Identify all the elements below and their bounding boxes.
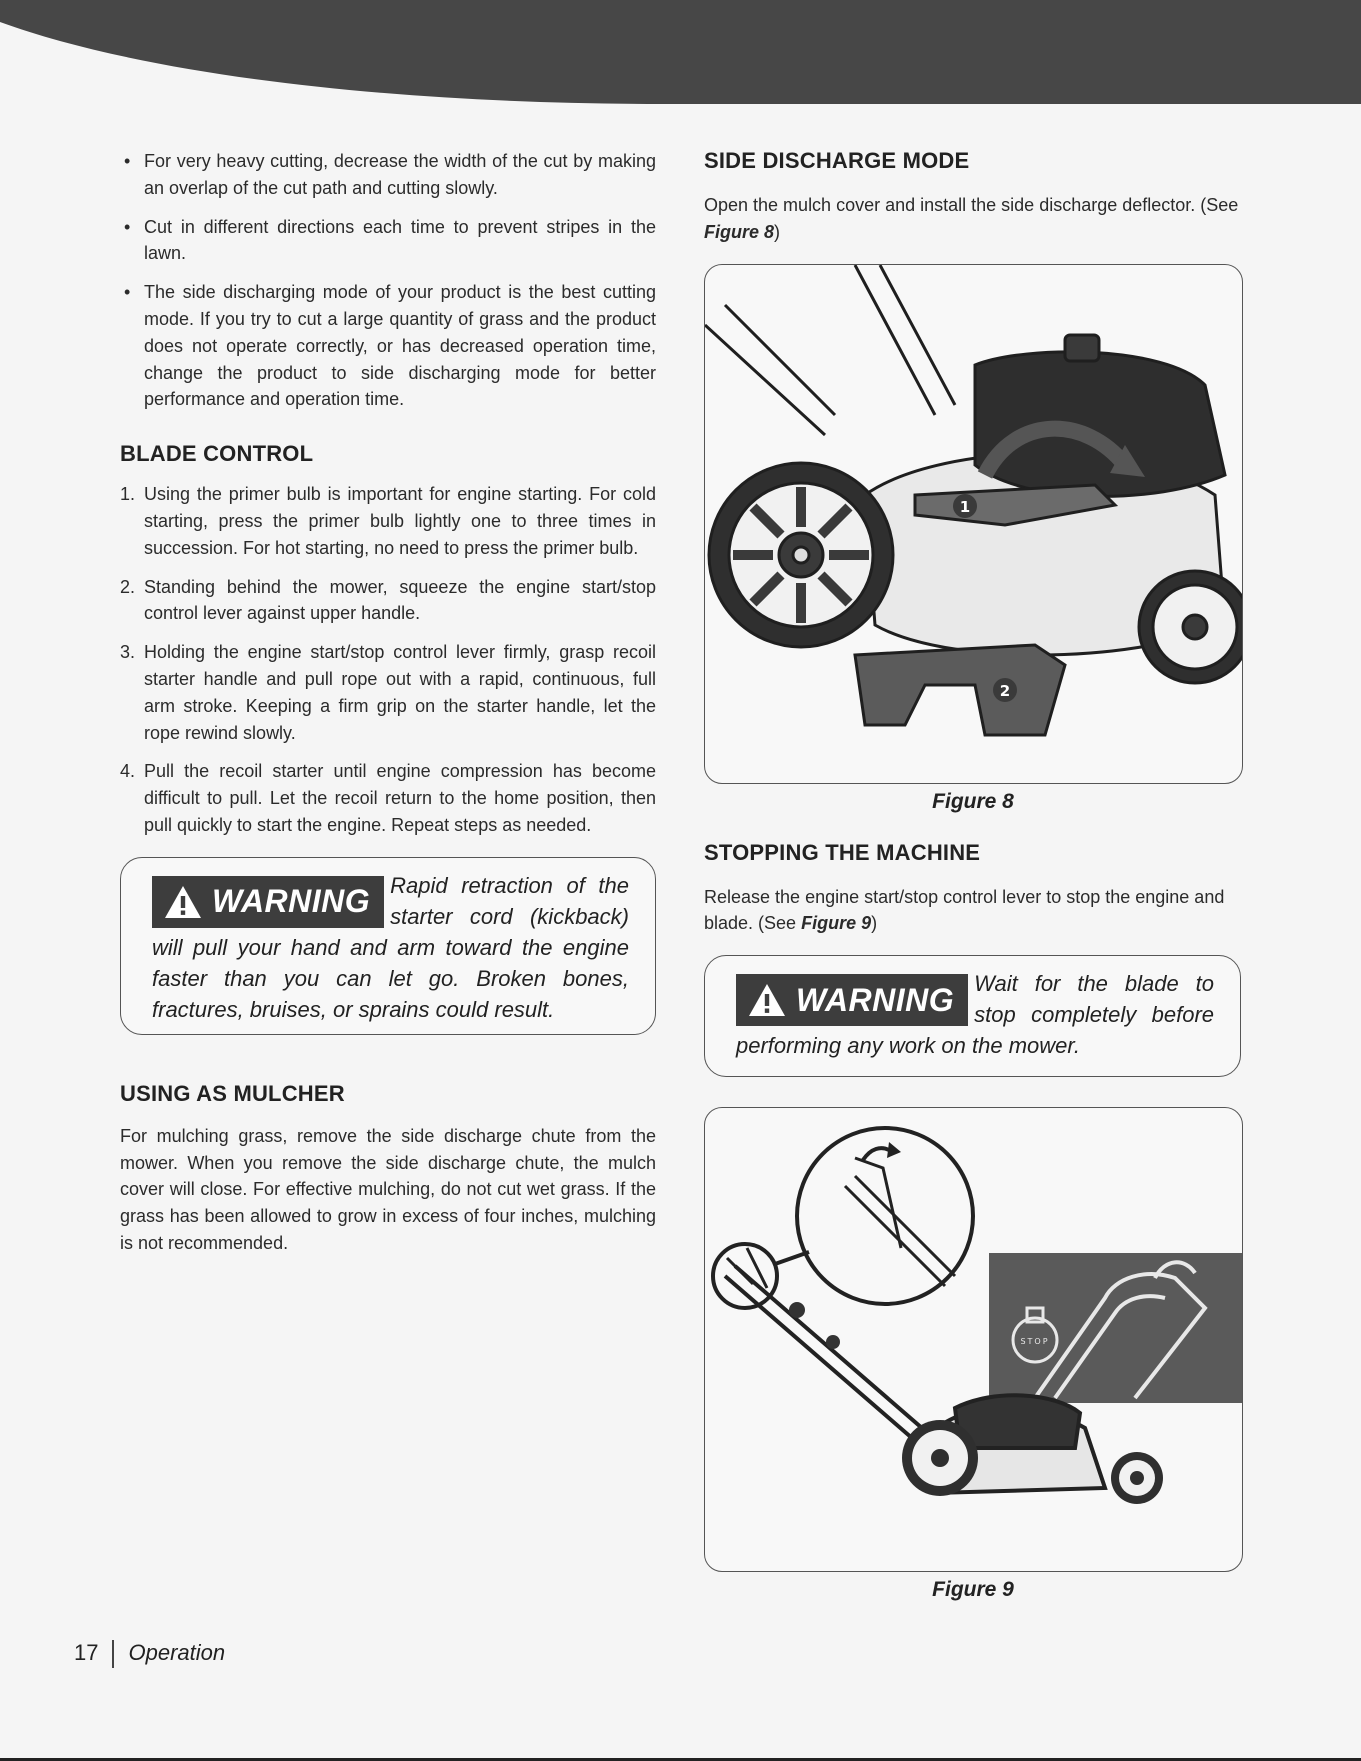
step-number: 2. (120, 576, 136, 597)
callout-1: 1 (959, 497, 971, 516)
footer-divider (112, 1640, 114, 1668)
side-discharge-paragraph (704, 192, 1242, 246)
warning-triangle-icon (164, 885, 202, 919)
warning-message: Wait for the blade to stop completely before performing any work on the mower. (736, 971, 1214, 1059)
figure-9-caption: Figure 9 (932, 1578, 1014, 1602)
step-text: Standing behind the mower, squeeze the engine start/stop control lever against upper handle. (144, 576, 656, 624)
step-text: Using the primer bulb is important for engine starting. For cold starting, press the primer bulb lightly one to three times in succession. For hot starting, no need to press the primer bulb. (144, 484, 656, 558)
mowing-tips-list (120, 148, 656, 413)
list-item (120, 481, 656, 561)
step-text: Holding the engine start/stop control lever firmly, grasp recoil starter handle and pull rope out with a rapid, continuous, full arm stroke. Keeping a firm grip on the starter handle, let the rope rewind slowly. (144, 642, 656, 743)
figure-9-reference: Figure 9 (801, 913, 872, 934)
stopping-paragraph (704, 884, 1242, 938)
paragraph-text: Open the mulch cover and install the side discharge deflector. (See (704, 195, 1239, 215)
warning-label (152, 876, 384, 928)
warning-label-text: WARNING (796, 981, 955, 1018)
list-item (120, 639, 656, 746)
list-item: • For very heavy cutting, decrease the width of the cut by making an overlap of the cut path and cutting slowly. (120, 148, 656, 202)
list-item (120, 574, 656, 628)
callout-2: 2 (999, 681, 1011, 700)
step-text: Pull the recoil starter until engine compression has become difficult to pull. Let the recoil return to the home position, then pull quickly to start the engine. Repeat steps as needed. (144, 761, 656, 835)
figure-9-frame (704, 1107, 1243, 1572)
mower-stop-lever-illustration (705, 1108, 1242, 1571)
step-number: 1. (120, 484, 136, 505)
section-name: Operation (128, 1640, 226, 1665)
stopping-heading: STOPPING THE MACHINE (704, 839, 981, 865)
figure-8-caption: Figure 8 (932, 789, 1014, 813)
mulcher-paragraph: For mulching grass, remove the side discharge chute from the mower. When you remove the side discharge chute, the mulch cover will close. For effective mulching, do not cut wet grass. If the grass has been allowed to grow in excess of four inches, mulching is not recommended. (120, 1125, 656, 1253)
figure-8-reference: Figure 8 (704, 221, 775, 242)
blade-control-heading: BLADE CONTROL (120, 441, 314, 467)
page-number: 17 (74, 1640, 99, 1665)
paragraph-text: Release the engine start/stop control lever to stop the engine and blade. (See (704, 886, 1225, 934)
header-banner (0, 0, 1361, 105)
stop-inset-panel (989, 1253, 1242, 1403)
left-column (120, 148, 656, 1257)
figure-8-frame (704, 264, 1243, 784)
paragraph-text: ) (871, 913, 878, 934)
warning-triangle-icon (748, 983, 786, 1017)
mulcher-heading: USING AS MULCHER (120, 1080, 345, 1106)
stop-label: STOP (1020, 1337, 1050, 1347)
paragraph-text: ) (774, 221, 781, 242)
side-discharge-heading: SIDE DISCHARGE MODE (704, 148, 970, 173)
warning-label-text: WARNING (212, 883, 371, 920)
warning-label (736, 974, 968, 1026)
blade-control-steps (120, 481, 656, 839)
page-footer (74, 1640, 225, 1668)
list-item: • Cut in different directions each time to prevent stripes in the lawn. (120, 214, 656, 268)
warning-message: Rapid retraction of the starter cord (kickback) will pull your hand and arm toward the engine faster than you can let go. Broken bones, fractures, bruises, or sprains could result. (152, 872, 629, 1022)
mower-side-discharge-illustration (705, 265, 1242, 783)
right-column (704, 148, 1242, 1602)
blade-stop-warning-box (704, 955, 1241, 1077)
list-item: • The side discharging mode of your product is the best cutting mode. If you try to cut a large quantity of grass and the product does not operate correctly, or has decreased operation time, change the product to side discharging mode for better performance and operation time. (120, 279, 656, 413)
step-number: 4. (120, 761, 136, 782)
list-item (120, 758, 656, 838)
kickback-warning-box (120, 857, 656, 1035)
step-number: 3. (120, 642, 136, 663)
